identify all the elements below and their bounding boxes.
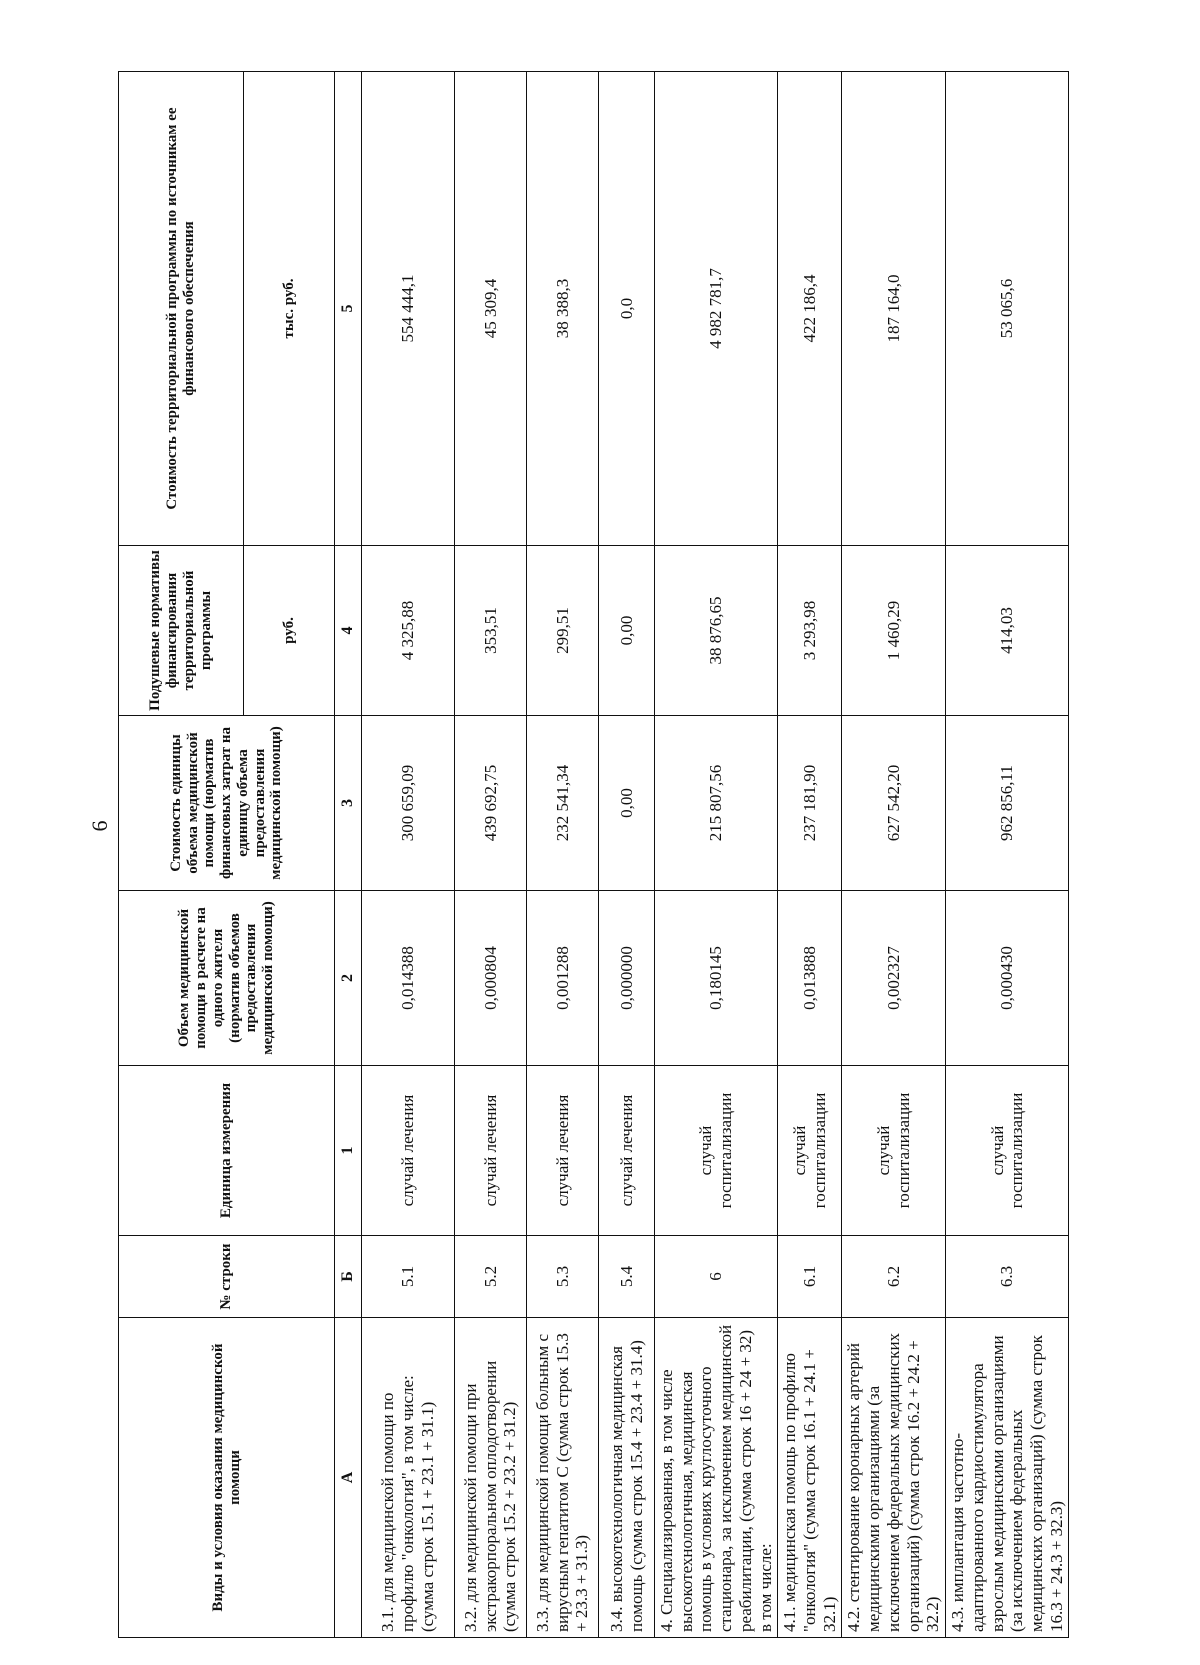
row-volume: 0,000000 <box>599 891 655 1066</box>
table-row <box>946 72 1069 1638</box>
table-row <box>655 72 778 1638</box>
table-row <box>455 72 527 1638</box>
header-col-4: Подушевые нормативы финансирования территориальной программы <box>119 546 244 716</box>
table-row <box>778 72 842 1638</box>
header-row <box>119 72 244 1638</box>
row-total: 45 309,4 <box>455 72 527 546</box>
index-row <box>335 72 362 1638</box>
row-unit-cost: 232 541,34 <box>527 716 599 891</box>
row-per-capita: 38 876,65 <box>655 546 778 716</box>
row-unit-cost: 439 692,75 <box>455 716 527 891</box>
unit-col-4: руб. <box>244 546 335 716</box>
row-unit-cost: 0,00 <box>599 716 655 891</box>
row-unit-cost: 215 807,56 <box>655 716 778 891</box>
row-per-capita: 1 460,29 <box>842 546 946 716</box>
row-volume: 0,001288 <box>527 891 599 1066</box>
header-col-3: Стоимость единицы объема медицинской помощи (норматив финансовых затрат на единицу объема предоставления медицинской помощи) <box>119 716 335 891</box>
row-description: 4.1. медицинская помощь по профилю "онкология" (сумма строк 16.1 + 24.1 + 32.1) <box>778 1318 842 1638</box>
row-number: 6.2 <box>842 1236 946 1318</box>
index-cell: Б <box>335 1236 362 1318</box>
row-per-capita: 299,51 <box>527 546 599 716</box>
row-unit: случай лечения <box>455 1066 527 1236</box>
row-total: 4 982 781,7 <box>655 72 778 546</box>
row-description: 3.3. для медицинской помощи больным с вирусным гепатитом С (сумма строк 15.3 + 23.3 + 31.3) <box>527 1318 599 1638</box>
financing-table <box>118 71 1069 1638</box>
index-cell: 5 <box>335 72 362 546</box>
row-per-capita: 353,51 <box>455 546 527 716</box>
row-number: 6.3 <box>946 1236 1069 1318</box>
row-description: 4.3. имплантация частотно-адаптированного кардиостимулятора взрослым медицинскими организациями (за исключением федеральных медицинских организаций) (сумма строк 16.3 + 24.3 + 32.3) <box>946 1318 1069 1638</box>
row-unit-cost: 300 659,09 <box>362 716 455 891</box>
row-per-capita: 4 325,88 <box>362 546 455 716</box>
row-description: 4.2. стентирование коронарных артерий медицинскими организациями (за исключением федеральных медицинских организаций) (сумма строк 16.2 + 24.2 + 32.2) <box>842 1318 946 1638</box>
table-row <box>842 72 946 1638</box>
row-description: 4. Специализированная, в том числе высокотехнологичная, медицинская помощь в условиях круглосуточного стационара, за исключением медицинской реабилитации, (сумма строк 16 + 24 + 32) в том числе: <box>655 1318 778 1638</box>
row-total: 554 444,1 <box>362 72 455 546</box>
index-cell: 1 <box>335 1066 362 1236</box>
row-unit: случай лечения <box>527 1066 599 1236</box>
rotated-table-wrapper <box>118 72 1184 1638</box>
row-unit-cost: 627 542,20 <box>842 716 946 891</box>
row-description: 3.2. для медицинской помощи при экстракорпоральном оплодотворении (сумма строк 15.2 + 23.2 + 31.2) <box>455 1318 527 1638</box>
row-unit: случай лечения <box>599 1066 655 1236</box>
row-volume: 0,013888 <box>778 891 842 1066</box>
row-number: 5.1 <box>362 1236 455 1318</box>
row-number: 6.1 <box>778 1236 842 1318</box>
row-volume: 0,000430 <box>946 891 1069 1066</box>
row-total: 0,0 <box>599 72 655 546</box>
table-sheet <box>118 72 1184 1638</box>
table-row <box>362 72 455 1638</box>
row-number: 5.4 <box>599 1236 655 1318</box>
row-total: 187 164,0 <box>842 72 946 546</box>
table-row <box>527 72 599 1638</box>
index-cell: 2 <box>335 891 362 1066</box>
unit-col-5: тыс. руб. <box>244 72 335 546</box>
index-cell: 4 <box>335 546 362 716</box>
row-number: 5.2 <box>455 1236 527 1318</box>
row-total: 53 065,6 <box>946 72 1069 546</box>
page-number: 6 <box>87 820 112 832</box>
row-unit: случай лечения <box>362 1066 455 1236</box>
row-unit: случай госпитализации <box>778 1066 842 1236</box>
row-total: 422 186,4 <box>778 72 842 546</box>
row-unit: случай госпитализации <box>842 1066 946 1236</box>
row-per-capita: 414,03 <box>946 546 1069 716</box>
row-per-capita: 3 293,98 <box>778 546 842 716</box>
row-unit-cost: 962 856,11 <box>946 716 1069 891</box>
table-row <box>599 72 655 1638</box>
row-volume: 0,014388 <box>362 891 455 1066</box>
row-number: 6 <box>655 1236 778 1318</box>
row-number: 5.3 <box>527 1236 599 1318</box>
index-cell: 3 <box>335 716 362 891</box>
row-volume: 0,002327 <box>842 891 946 1066</box>
header-col-a: Виды и условия оказания медицинской помощи <box>119 1318 335 1638</box>
index-cell: А <box>335 1318 362 1638</box>
row-unit-cost: 237 181,90 <box>778 716 842 891</box>
row-unit: случай госпитализации <box>946 1066 1069 1236</box>
header-col-1: Единица измерения <box>119 1066 335 1236</box>
row-description: 3.4. высокотехнологичная медицинская помощь (сумма строк 15.4 + 23.4 + 31.4) <box>599 1318 655 1638</box>
row-total: 38 388,3 <box>527 72 599 546</box>
row-volume: 0,180145 <box>655 891 778 1066</box>
header-col-5: Стоимость территориальной программы по источникам ее финансового обеспечения <box>119 72 244 546</box>
header-col-b: № строки <box>119 1236 335 1318</box>
row-description: 3.1. для медицинской помощи по профилю "онкология", в том числе: (сумма строк 15.1 + 23.1 + 31.1) <box>362 1318 455 1638</box>
header-col-2: Объем медицинской помощи в расчете на одного жителя (норматив объемов предоставления медицинской помощи) <box>119 891 335 1066</box>
row-volume: 0,000804 <box>455 891 527 1066</box>
row-per-capita: 0,00 <box>599 546 655 716</box>
row-unit: случай госпитализации <box>655 1066 778 1236</box>
